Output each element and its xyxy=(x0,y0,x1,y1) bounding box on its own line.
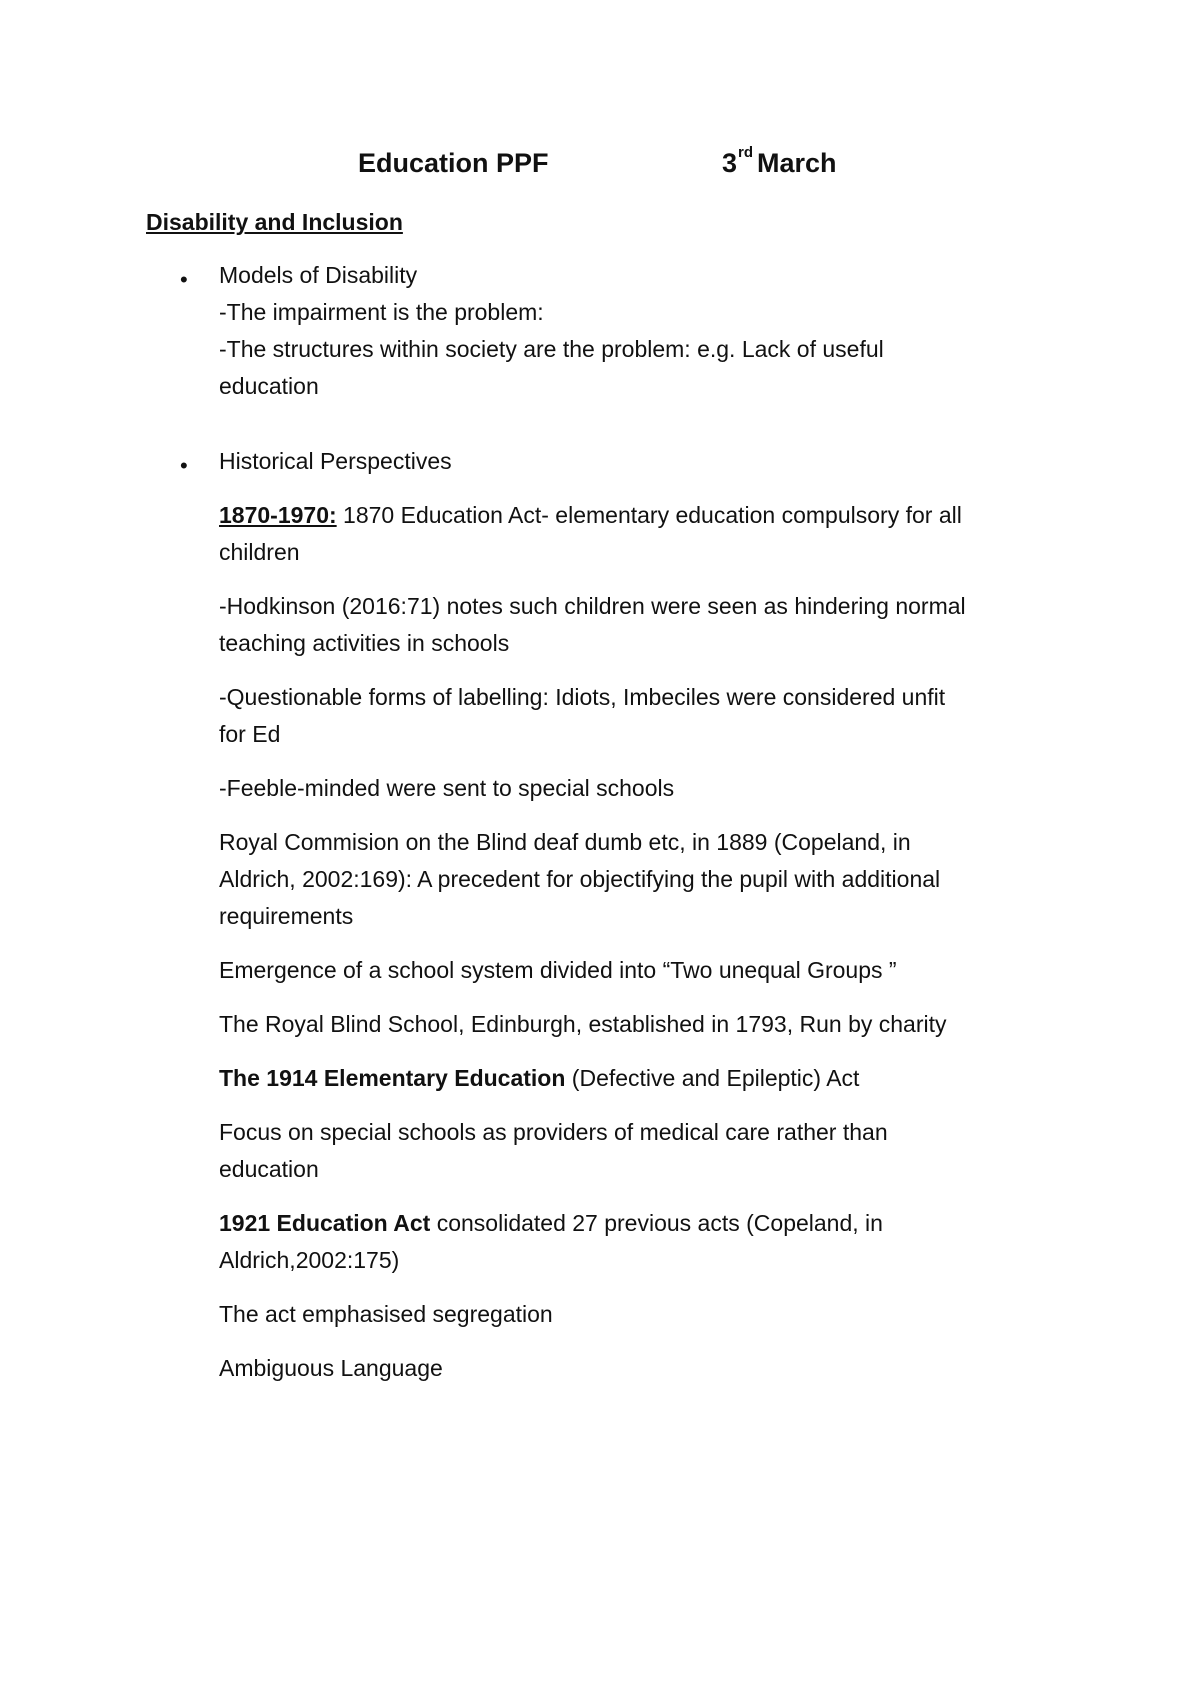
hodkinson-line-2: teaching activities in schools xyxy=(219,630,510,656)
period-text: 1870 Education Act- elementary education compulsory for all xyxy=(336,502,962,528)
document-title: Education PPF xyxy=(358,148,549,178)
commission-line-1: Royal Commision on the Blind deaf dumb etc, in 1889 (Copeland, in xyxy=(219,829,911,855)
labelling-line-2: for Ed xyxy=(219,721,281,747)
segregation-line: The act emphasised segregation xyxy=(219,1301,553,1327)
historical-heading: Historical Perspectives xyxy=(219,448,452,474)
bullet-icon: • xyxy=(180,453,188,478)
section-heading: Disability and Inclusion xyxy=(146,209,403,235)
act-1921-bold: 1921 Education Act xyxy=(219,1210,431,1236)
date-suffix: rd xyxy=(738,144,754,161)
commission-line-2: Aldrich, 2002:169): A precedent for objectifying the pupil with additional xyxy=(219,866,941,892)
ambiguous-line: Ambiguous Language xyxy=(219,1355,443,1381)
hodkinson-line-1: -Hodkinson (2016:71) notes such children were seen as hindering normal xyxy=(219,593,966,619)
emergence-line: Emergence of a school system divided into “Two unequal Groups ” xyxy=(219,957,897,983)
models-heading: Models of Disability xyxy=(219,262,418,288)
models-line-1: -The impairment is the problem: xyxy=(219,299,544,325)
act-1921-rest: consolidated 27 previous acts (Copeland, in xyxy=(430,1210,883,1236)
act-1914-bold: The 1914 Elementary Education xyxy=(219,1065,566,1091)
focus-line-1: Focus on special schools as providers of medical care rather than xyxy=(219,1119,888,1145)
commission-line-3: requirements xyxy=(219,903,354,929)
labelling-line-1: -Questionable forms of labelling: Idiots, Imbeciles were considered unfit xyxy=(219,684,946,710)
models-line-3: education xyxy=(219,373,319,399)
act-1914-rest: (Defective and Epileptic) Act xyxy=(565,1065,860,1091)
period-line-2: children xyxy=(219,539,300,565)
period-line xyxy=(219,502,962,529)
bullet-icon: • xyxy=(180,267,188,292)
document-date xyxy=(722,144,837,179)
date-day: 3 xyxy=(722,148,738,178)
act-1921-line-2: Aldrich,2002:175) xyxy=(219,1247,400,1273)
royal-blind-line: The Royal Blind School, Edinburgh, established in 1793, Run by charity xyxy=(219,1011,947,1037)
feeble-line: -Feeble-minded were sent to special schools xyxy=(219,775,675,801)
period-label: 1870-1970: xyxy=(219,502,337,528)
act-1921-line xyxy=(219,1210,883,1237)
focus-line-2: education xyxy=(219,1156,319,1182)
date-month: March xyxy=(757,148,837,178)
models-line-2: -The structures within society are the problem: e.g. Lack of useful xyxy=(219,336,884,362)
act-1914-line xyxy=(219,1065,859,1092)
